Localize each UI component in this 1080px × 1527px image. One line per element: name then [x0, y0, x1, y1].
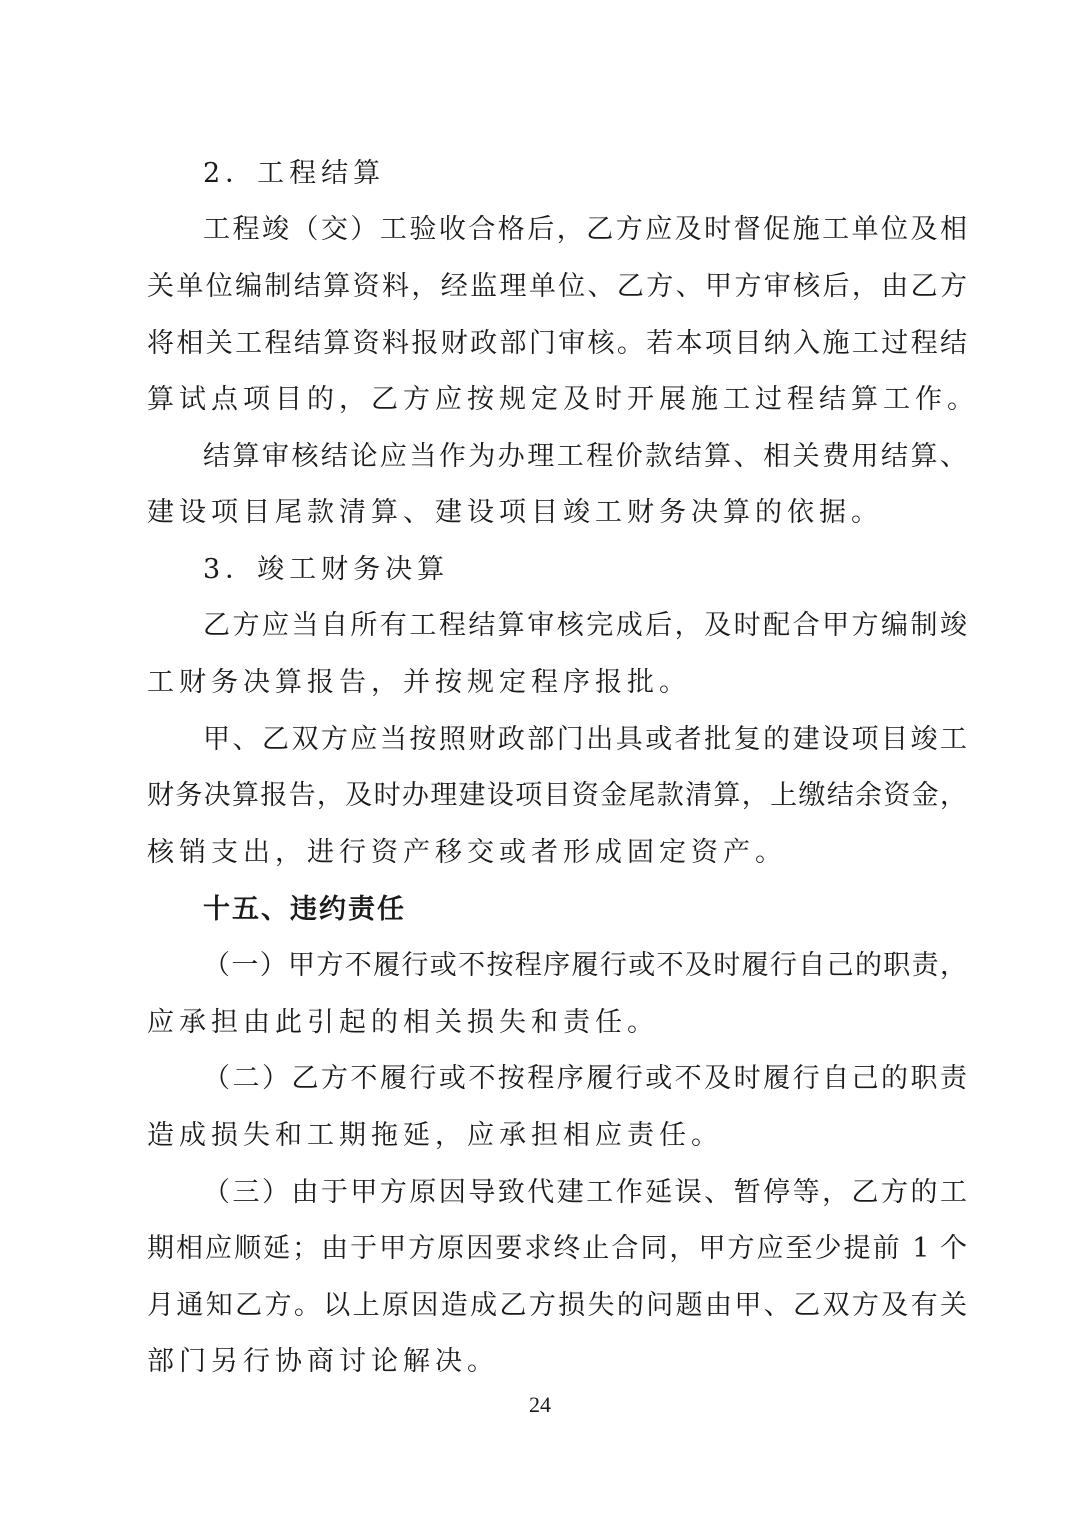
- paragraph-line: （二）乙方不履行或不按程序履行或不及时履行自己的职责: [203, 1063, 967, 1094]
- paragraph-line: 造成损失和工期拖延，应承担相应责任。: [147, 1120, 723, 1151]
- paragraph-line: 甲、乙双方应当按照财政部门出具或者批复的建设项目竣工: [203, 724, 967, 755]
- paragraph-line: 部门另行协商讨论解决。: [147, 1346, 499, 1377]
- paragraph-line: 工财务决算报告，并按规定程序报批。: [147, 667, 691, 698]
- paragraph-line: 期相应顺延；由于甲方原因要求终止合同，甲方应至少提前 1 个: [147, 1233, 967, 1264]
- paragraph-line: 核销支出，进行资产移交或者形成固定资产。: [147, 837, 787, 868]
- paragraph-line: 算试点项目的，乙方应按规定及时开展施工过程结算工作。: [147, 384, 979, 415]
- paragraph-line: 结算审核结论应当作为办理工程价款结算、相关费用结算、: [203, 441, 967, 472]
- paragraph-line: 工程竣（交）工验收合格后，乙方应及时督促施工单位及相: [203, 214, 967, 245]
- paragraph-line: 月通知乙方。以上原因造成乙方损失的问题由甲、乙双方及有关: [147, 1290, 967, 1321]
- subsection-heading-final-accounts: 3．竣工财务决算: [203, 554, 450, 585]
- paragraph-line: 关单位编制结算资料，经监理单位、乙方、甲方审核后，由乙方: [147, 271, 967, 302]
- paragraph-line: （一）甲方不履行或不按程序履行或不及时履行自己的职责，: [203, 950, 967, 981]
- page-number: 24: [529, 1392, 551, 1417]
- paragraph-line: 财务决算报告，及时办理建设项目资金尾款清算，上缴结余资金，: [147, 780, 967, 811]
- paragraph-line: 应承担由此引起的相关损失和责任。: [147, 1007, 659, 1038]
- paragraph-line: （三）由于甲方原因导致代建工作延误、暂停等，乙方的工: [203, 1177, 967, 1208]
- paragraph-line: 将相关工程结算资料报财政部门审核。若本项目纳入施工过程结: [147, 328, 967, 359]
- paragraph-line: 乙方应当自所有工程结算审核完成后，及时配合甲方编制竣: [203, 610, 967, 641]
- paragraph-line: 建设项目尾款清算、建设项目竣工财务决算的依据。: [147, 497, 883, 528]
- section-heading-breach-liability: 十五、违约责任: [203, 894, 406, 925]
- subsection-heading-project-settlement: 2．工程结算: [203, 158, 386, 189]
